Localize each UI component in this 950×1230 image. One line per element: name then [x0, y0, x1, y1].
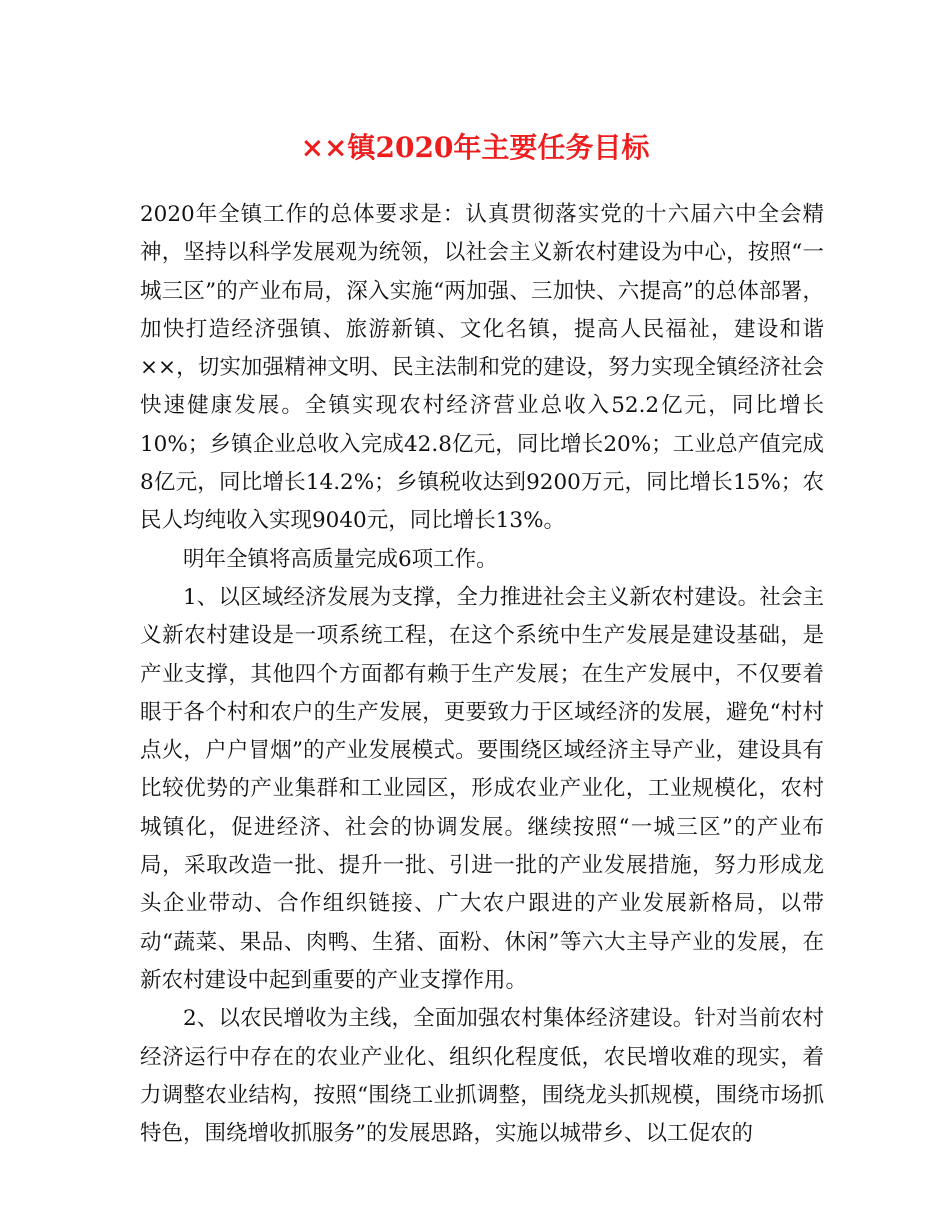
paragraph-task-2: 2、以农民增收为主线，全面加强农村集体经济建设。针对当前农村经济运行中存在的农业产业化、组织化程度低，农民增收难的现实，着力调整农业结构，按照“围绕工业抓调整，围绕龙头抓规模，围绕市场抓特色，围绕增收抓服务”的发展思路，实施以城带乡、以工促农的	[140, 1006, 824, 1147]
paragraph-task-1: 1、以区域经济发展为支撑，全力推进社会主义新农村建设。社会主义新农村建设是一项系统工程，在这个系统中生产发展是建设基础，是产业支撑，其他四个方面都有赖于生产发展；在生产发展中，不仅要着眼于各个村和农户的生产发展，更要致力于区域经济的发展，避免“村村点火，户户冒烟”的产业发展模式。要围绕区域经济主导产业，建设具有比较优势的产业集群和工业园区，形成农业产业化，工业规模化，农村城镇化，促进经济、社会的协调发展。继续按照“一城三区”的产业布局，采取改造一批、提升一批、引进一批的产业发展措施，努力形成龙头企业带动、合作组织链接、广大农户跟进的产业发展新格局，以带动“蔬菜、果品、肉鸭、生猪、面粉、休闲”等六大主导产业的发展，在新农村建设中起到重要的产业支撑作用。	[140, 584, 824, 993]
document-body	[140, 196, 824, 1153]
document-title: ××镇2020年主要任务目标	[300, 131, 650, 164]
paragraph-overview: 2020年全镇工作的总体要求是：认真贯彻落实党的十六届六中全会精神，坚持以科学发展观为统领，以社会主义新农村建设为中心，按照“一城三区”的产业布局，深入实施“两加强、三加快、六提高”的总体部署，加快打造经济强镇、旅游新镇、文化名镇，提高人民福祉，建设和谐××，切实加强精神文明、民主法制和党的建设，努力实现全镇经济社会快速健康发展。全镇实现农村经济营业总收入52.2亿元，同比增长10%；乡镇企业总收入完成42.8亿元，同比增长20%；工业总产值完成8亿元，同比增长14.2%；乡镇税收达到9200万元，同比增长15%；农民人均纯收入实现9040元，同比增长13%。	[140, 202, 824, 534]
paragraph-intro: 明年全镇将高质量完成6项工作。	[183, 546, 498, 572]
